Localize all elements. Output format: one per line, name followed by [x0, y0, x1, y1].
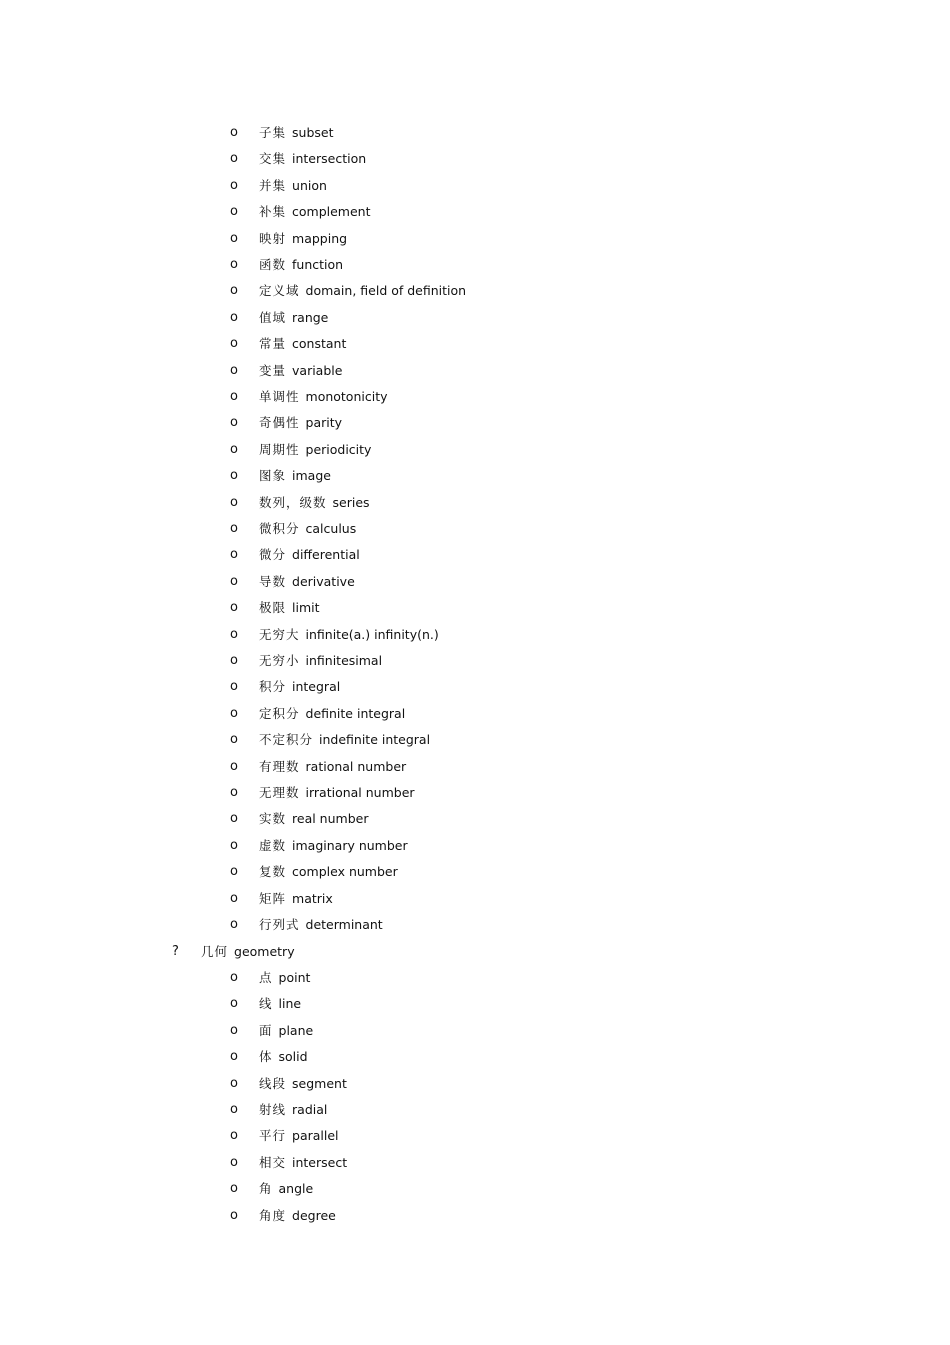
- list-bullet: o: [230, 732, 238, 748]
- list-bullet: o: [230, 1022, 238, 1038]
- term-chinese: 无穷大: [259, 626, 300, 642]
- list-item-text: [259, 200, 371, 224]
- list-bullet: o: [230, 204, 238, 220]
- section-bullet: ?: [172, 944, 179, 959]
- list-item-text: [259, 174, 327, 198]
- term-chinese: 面: [259, 1022, 273, 1038]
- list-bullet: o: [230, 415, 238, 431]
- list-item-text: [259, 1204, 336, 1228]
- list-bullet: o: [230, 151, 238, 167]
- term-chinese: 平行: [259, 1128, 287, 1144]
- list-bullet: o: [230, 811, 238, 827]
- term-chinese: 行列式: [259, 917, 300, 932]
- term-chinese: 无理数: [259, 785, 300, 800]
- term-chinese: 积分: [259, 679, 287, 695]
- list-item-text: [259, 887, 333, 911]
- term-chinese: 有理数: [259, 758, 300, 774]
- list-bullet: o: [230, 283, 238, 299]
- term-english: integral: [292, 679, 341, 695]
- term-chinese: 角: [259, 1181, 273, 1197]
- list-bullet: o: [230, 125, 238, 140]
- list-item-text: [259, 913, 383, 937]
- term-chinese: 定义域: [259, 283, 300, 299]
- list-item-text: [259, 649, 382, 673]
- list-item-text: [259, 253, 343, 277]
- list-item-text: [259, 543, 360, 567]
- list-item-text: [259, 385, 388, 409]
- term-chinese: 周期性: [259, 441, 300, 457]
- list-bullet: o: [230, 1181, 238, 1197]
- term-chinese: 奇偶性: [259, 415, 300, 431]
- list-item-text: [259, 860, 398, 884]
- list-bullet: o: [230, 626, 238, 642]
- term-english: parity: [305, 415, 343, 431]
- list-item-text: [259, 121, 334, 145]
- list-item-text: [259, 1177, 313, 1201]
- term-chinese: 微积分: [259, 521, 300, 536]
- term-english: parallel: [292, 1128, 339, 1144]
- term-english: indefinite integral: [319, 732, 431, 748]
- section-title-zh: 几何: [201, 944, 229, 959]
- term-chinese: 复数: [259, 864, 287, 880]
- term-chinese: 并集: [259, 177, 287, 193]
- list-bullet: o: [230, 573, 238, 589]
- term-english: periodicity: [305, 441, 372, 457]
- term-chinese: 图象: [259, 468, 287, 484]
- list-item-text: [259, 1124, 339, 1148]
- list-item-text: [259, 992, 301, 1016]
- list-item-text: [259, 279, 466, 303]
- list-bullet: o: [230, 257, 238, 272]
- term-english: rational number: [305, 758, 407, 774]
- list-bullet: o: [230, 970, 238, 985]
- term-english: definite integral: [305, 705, 406, 721]
- term-english: constant: [292, 336, 347, 352]
- term-chinese: 常量: [259, 336, 287, 352]
- term-english: monotonicity: [305, 389, 388, 404]
- list-bullet: o: [230, 996, 238, 1012]
- list-bullet: o: [230, 1128, 238, 1144]
- term-english: intersection: [292, 151, 367, 167]
- list-item-text: [259, 1019, 313, 1043]
- term-chinese: 交集: [259, 151, 287, 167]
- list-item-text: [259, 227, 347, 251]
- list-bullet: o: [230, 705, 238, 721]
- term-english: domain, field of definition: [305, 283, 467, 299]
- list-item-text: [259, 807, 368, 831]
- list-item-text: [259, 411, 342, 435]
- list-bullet: o: [230, 468, 238, 484]
- list-bullet: o: [230, 600, 238, 616]
- list-item-text: [259, 359, 342, 383]
- list-bullet: o: [230, 336, 238, 352]
- term-chinese: 补集: [259, 204, 287, 220]
- list-item-text: [259, 834, 408, 858]
- term-english: solid: [278, 1049, 308, 1065]
- term-english: complex number: [292, 864, 398, 880]
- list-bullet: o: [230, 389, 238, 404]
- list-item-text: [259, 570, 355, 594]
- term-english: matrix: [292, 890, 333, 906]
- list-bullet: o: [230, 917, 238, 932]
- list-item-text: [259, 1045, 308, 1069]
- term-english: complement: [292, 204, 371, 220]
- term-english: real number: [292, 811, 369, 827]
- list-bullet: o: [230, 1049, 238, 1065]
- list-item-text: [259, 966, 310, 990]
- term-english: infinite(a.) infinity(n.): [305, 626, 439, 642]
- term-english: derivative: [292, 573, 355, 589]
- list-bullet: o: [230, 1154, 238, 1170]
- term-english: point: [278, 970, 311, 985]
- list-item-text: [259, 306, 328, 330]
- term-english: variable: [292, 362, 343, 378]
- term-chinese: 映射: [259, 230, 287, 246]
- list-item-text: [259, 332, 346, 356]
- list-bullet: o: [230, 521, 238, 536]
- term-english: degree: [292, 1207, 336, 1223]
- list-bullet: o: [230, 177, 238, 193]
- term-chinese: 虚数: [259, 837, 287, 853]
- term-english: function: [292, 257, 344, 272]
- term-english: determinant: [305, 917, 383, 932]
- list-item-text: [259, 517, 356, 541]
- term-chinese: 实数: [259, 811, 287, 827]
- term-chinese: 角度: [259, 1207, 287, 1223]
- term-chinese: 微分: [259, 547, 287, 563]
- term-chinese: 值域: [259, 309, 287, 325]
- section-title-en: geometry: [234, 944, 295, 959]
- term-chinese: 相交: [259, 1154, 287, 1170]
- list-bullet: o: [230, 1207, 238, 1223]
- term-english: plane: [278, 1022, 314, 1038]
- term-english: mapping: [292, 230, 348, 246]
- list-bullet: o: [230, 785, 238, 800]
- list-bullet: o: [230, 230, 238, 246]
- list-item-text: [259, 596, 320, 620]
- list-bullet: o: [230, 890, 238, 906]
- list-bullet: o: [230, 362, 238, 378]
- term-english: limit: [292, 600, 320, 616]
- term-chinese: 线段: [259, 1075, 287, 1091]
- term-chinese: 数列，级数: [259, 494, 327, 510]
- term-chinese: 线: [259, 996, 273, 1012]
- list-bullet: o: [230, 1102, 238, 1117]
- term-chinese: 极限: [259, 600, 287, 616]
- term-chinese: 不定积分: [259, 732, 314, 748]
- list-bullet: o: [230, 653, 238, 668]
- term-english: calculus: [305, 521, 357, 536]
- term-english: infinitesimal: [305, 653, 383, 668]
- term-english: image: [292, 468, 331, 484]
- term-chinese: 点: [259, 970, 273, 985]
- list-item-text: [259, 438, 371, 462]
- list-bullet: o: [230, 1075, 238, 1091]
- term-chinese: 变量: [259, 362, 287, 378]
- term-chinese: 矩阵: [259, 890, 287, 906]
- term-english: imaginary number: [292, 837, 408, 853]
- list-item-text: [259, 491, 370, 515]
- list-item-text: [259, 1072, 347, 1096]
- list-item-text: [259, 1151, 347, 1175]
- list-item-text: [259, 781, 415, 805]
- list-item-text: [259, 147, 366, 171]
- term-english: radial: [292, 1102, 328, 1117]
- list-item-text: [259, 623, 439, 647]
- list-bullet: o: [230, 441, 238, 457]
- term-english: angle: [278, 1181, 314, 1197]
- list-bullet: o: [230, 547, 238, 563]
- list-bullet: o: [230, 309, 238, 325]
- list-bullet: o: [230, 494, 238, 510]
- term-english: line: [278, 996, 302, 1012]
- list-bullet: o: [230, 864, 238, 880]
- term-chinese: 子集: [259, 125, 287, 140]
- list-item-text: [259, 675, 340, 699]
- list-bullet: o: [230, 758, 238, 774]
- list-item-text: [259, 755, 406, 779]
- list-item-text: [259, 464, 331, 488]
- list-item-text: [259, 1098, 327, 1122]
- term-english: segment: [292, 1075, 347, 1091]
- term-chinese: 导数: [259, 573, 287, 589]
- list-item-text: [259, 702, 405, 726]
- term-chinese: 射线: [259, 1102, 287, 1117]
- section-title: [201, 940, 295, 964]
- list-item-text: [259, 728, 430, 752]
- term-chinese: 单调性: [259, 389, 300, 404]
- term-english: series: [332, 494, 370, 510]
- term-english: intersect: [292, 1154, 348, 1170]
- term-english: range: [292, 309, 329, 325]
- term-chinese: 无穷小: [259, 653, 300, 668]
- term-chinese: 定积分: [259, 705, 300, 721]
- list-bullet: o: [230, 679, 238, 695]
- term-english: subset: [292, 125, 334, 140]
- list-bullet: o: [230, 837, 238, 853]
- term-english: irrational number: [305, 785, 415, 800]
- term-chinese: 体: [259, 1049, 273, 1065]
- term-english: union: [292, 177, 327, 193]
- term-english: differential: [292, 547, 360, 563]
- term-chinese: 函数: [259, 257, 287, 272]
